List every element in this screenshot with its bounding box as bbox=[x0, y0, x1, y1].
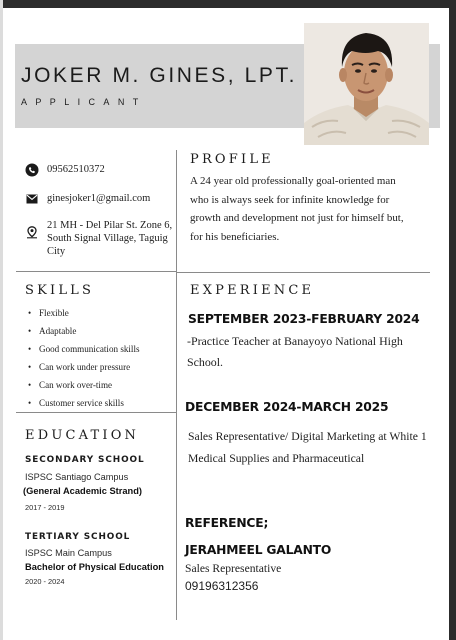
experience-description-1: -Practice Teacher at Banayoyo National High School. bbox=[187, 334, 403, 369]
profile-text: A 24 year old professionally goal-oriented man who is always seek for infinite knowledge for growth and development not just for himself but, for his beneficiaries. bbox=[190, 175, 404, 244]
education-level-1: SECONDARY SCHOOL bbox=[25, 455, 145, 465]
education-years-2: 2020 - 2024 bbox=[25, 577, 65, 586]
experience-period-1: SEPTEMBER 2023-FEBRUARY 2024 bbox=[188, 312, 420, 326]
skill-item: • Flexible bbox=[28, 304, 140, 322]
email-address: ginesjoker1@gmail.com bbox=[47, 193, 151, 204]
applicant-role: APPLICANT bbox=[21, 97, 147, 107]
page-left-edge bbox=[0, 0, 3, 640]
skill-item: • Customer service skills bbox=[28, 394, 140, 412]
phone-icon bbox=[25, 163, 39, 177]
right-divider-1 bbox=[176, 272, 430, 273]
home-address: 21 MH - Del Pilar St. Zone 6, South Signal Village, Taguig City bbox=[47, 220, 173, 257]
applicant-name: JOKER M. GINES, LPT. bbox=[21, 64, 298, 87]
profile-title: PROFILE bbox=[190, 152, 274, 167]
reference-name: JERAHMEEL GALANTO bbox=[185, 543, 332, 557]
education-title: EDUCATION bbox=[25, 428, 140, 443]
education-program-2: Bachelor of Physical Education bbox=[25, 562, 164, 572]
applicant-photo bbox=[304, 23, 429, 145]
skills-title: SKILLS bbox=[25, 283, 95, 298]
skill-item: • Adaptable bbox=[28, 322, 140, 340]
experience-title: EXPERIENCE bbox=[190, 283, 315, 298]
mail-icon bbox=[25, 192, 39, 206]
experience-period-2: DECEMBER 2024-MARCH 2025 bbox=[185, 400, 389, 414]
reference-title: REFERENCE; bbox=[185, 516, 269, 530]
left-divider-1 bbox=[16, 271, 176, 272]
phone-number: 09562510372 bbox=[47, 164, 105, 175]
education-school-2: ISPSC Main Campus bbox=[25, 548, 112, 558]
reference-role: Sales Representative bbox=[185, 562, 282, 575]
education-program-1: (General Academic Strand) bbox=[23, 486, 143, 496]
page-right-edge bbox=[449, 0, 456, 640]
skill-item: • Good communication skills bbox=[28, 340, 140, 358]
contact-address bbox=[25, 219, 175, 258]
contact-phone bbox=[25, 163, 105, 177]
contact-email bbox=[25, 192, 150, 206]
reference-phone: 09196312356 bbox=[185, 579, 259, 593]
page-top-edge bbox=[0, 0, 456, 8]
skills-list bbox=[28, 304, 140, 413]
column-divider bbox=[176, 150, 177, 620]
location-icon bbox=[25, 225, 39, 239]
education-level-2: TERTIARY SCHOOL bbox=[25, 532, 131, 542]
education-school-1: ISPSC Santiago Campus bbox=[25, 472, 129, 482]
applicant-portrait-icon bbox=[304, 23, 429, 145]
skill-item: • Can work under pressure bbox=[28, 358, 140, 376]
skill-item: • Can work over-time bbox=[28, 376, 140, 394]
education-years-1: 2017 - 2019 bbox=[25, 503, 65, 512]
experience-description-2: Sales Representative/ Digital Marketing at White 1 Medical Supplies and Pharmaceutical bbox=[188, 430, 427, 465]
